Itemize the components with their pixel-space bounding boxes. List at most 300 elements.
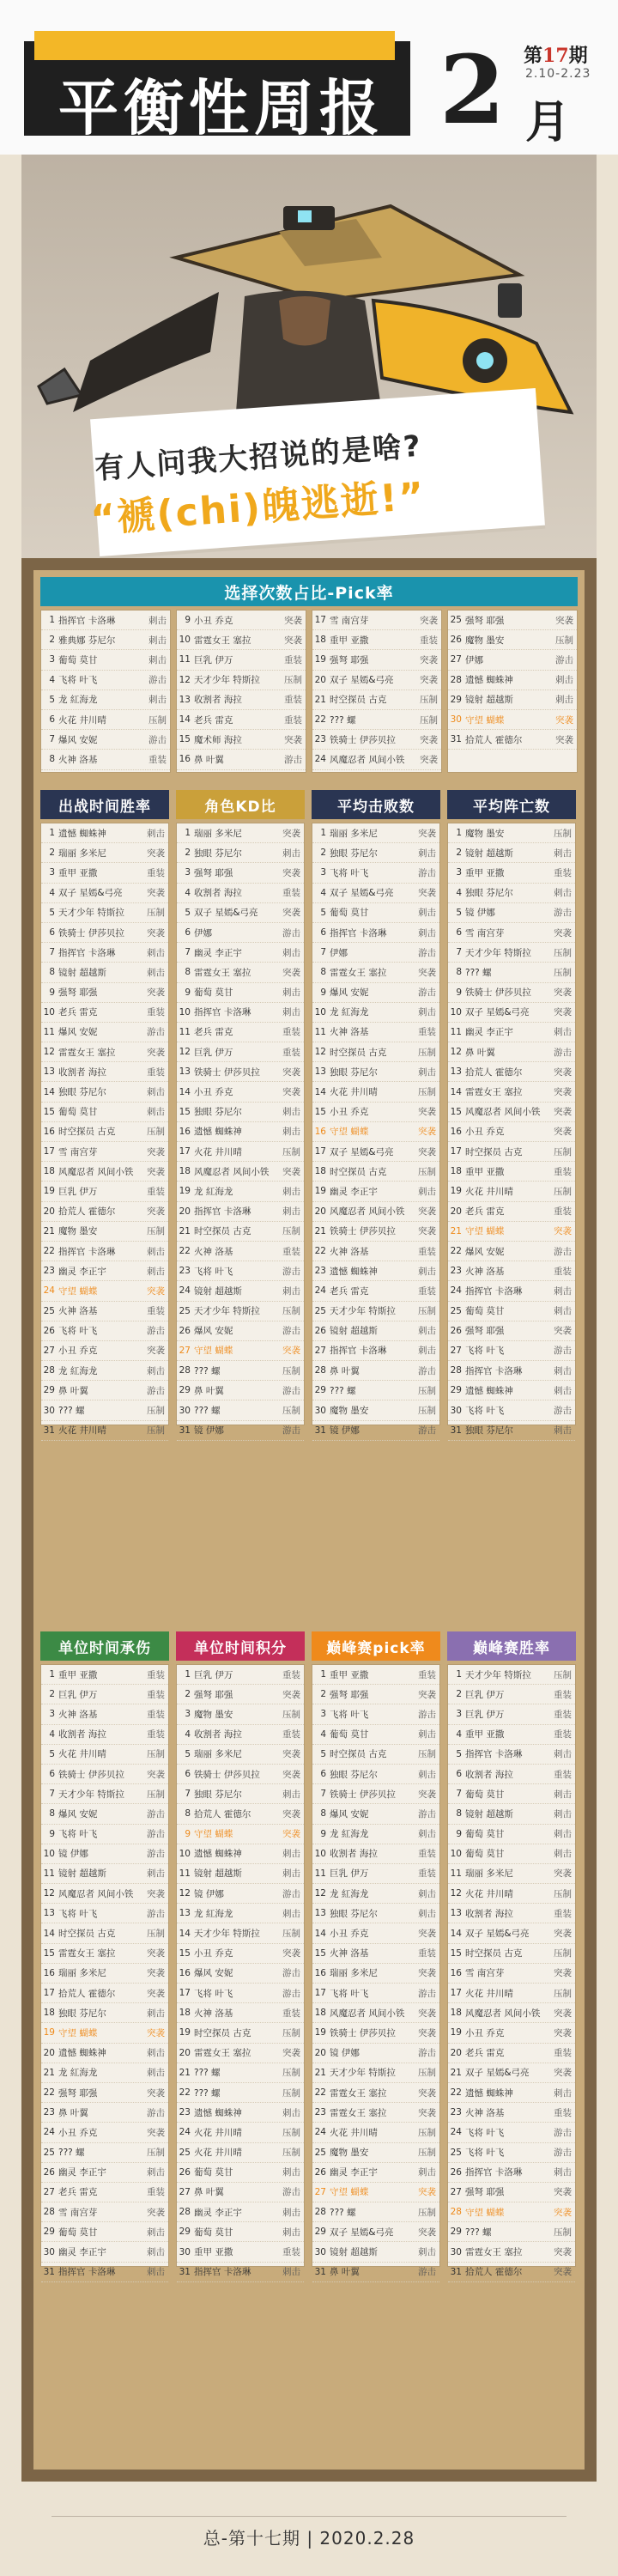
hero-name-cell: 雷霆女王 塞拉 [58,1948,116,1959]
hero-name-cell: 重甲 亚撒 [465,867,505,878]
rank-cell: 27 [450,2186,462,2197]
rank-cell: 2 [185,1689,191,1700]
table-row [312,730,441,750]
hero-name-cell: 指挥官 卡洛琳 [330,1346,387,1357]
rank-cell: 5 [185,1748,191,1759]
hero-name-cell: 魔物 墨安 [465,828,505,839]
rank-cell: 2 [320,1689,326,1700]
table-row [312,671,441,690]
table-row [448,2242,575,2262]
hero-name-cell: 龙 紅海龙 [330,1829,369,1840]
role-cell: 刺击 [282,1186,300,1197]
hero-name-cell: 小丑 乔克 [194,1087,233,1098]
hero-name-cell: 葡萄 莫甘 [330,1729,369,1741]
table-row [448,2023,575,2043]
table-row [177,1062,304,1082]
role-cell: 压制 [147,1226,165,1237]
role-cell: 突袭 [420,654,438,665]
avg-deaths-column [447,823,576,1437]
hero-name-cell: 遗憾 蜘蛛神 [465,675,513,686]
table-row [312,2003,439,2023]
role-cell: 突袭 [418,828,436,839]
role-cell: 刺击 [147,1087,165,1098]
peak-pick-panel [312,1631,440,2456]
rank-cell: 4 [49,1728,55,1740]
role-cell: 压制 [418,1047,436,1058]
hero-name-cell: 巨乳 伊万 [58,1689,98,1700]
hero-name-cell: 小丑 乔克 [330,1107,369,1118]
rank-cell: 20 [314,1206,326,1217]
table-row [177,1122,304,1142]
role-cell: 重装 [420,635,438,646]
table-row [41,2003,168,2023]
hero-name-cell: 镜射 超越斯 [465,1808,513,1820]
rank-cell: 15 [179,734,191,745]
rank-cell: 23 [43,2107,55,2118]
rank-cell: 12 [43,1888,55,1899]
hero-name-cell: 风魔忍者 风间小铁 [465,2008,541,2019]
hero-name-cell: 时空探员 古克 [330,695,387,706]
role-cell: 突袭 [282,1769,300,1780]
role-cell: 游击 [554,2127,572,2138]
role-cell: 压制 [418,2068,436,2079]
rank-cell: 24 [314,1285,326,1297]
rank-cell: 29 [450,1385,462,1396]
table-row [312,1784,439,1804]
hero-name-cell: 收割者 海拉 [465,1769,513,1780]
table-row [177,1281,304,1301]
role-cell: 突袭 [418,1929,436,1940]
rank-cell: 13 [179,694,191,705]
hero-name-cell: 强弩 耶强 [465,2187,505,2198]
role-cell: 重装 [147,1306,165,1317]
hero-name-cell: 小丑 乔克 [465,2027,505,2038]
hero-name-cell: 火神 洛基 [330,1246,369,1257]
role-cell: 游击 [418,1808,436,1820]
table-row [448,1242,575,1261]
hero-name-cell: 火神 洛基 [194,1246,233,1257]
hero-name-cell: 瑞丽 多米尼 [58,848,106,859]
rank-cell: 16 [450,1126,462,1137]
table-row [312,1082,439,1102]
rank-cell: 28 [43,1365,55,1376]
rank-cell: 22 [43,2087,55,2099]
rank-cell: 23 [314,1266,326,1277]
hero-name-cell: 葡萄 莫甘 [330,908,369,919]
role-cell: 重装 [147,867,165,878]
role-cell: 刺击 [554,1385,572,1396]
role-cell: 突袭 [554,2207,572,2218]
table-row [448,1003,575,1023]
role-cell: 刺击 [282,2167,300,2178]
table-row [312,884,439,903]
table-row [312,2143,439,2163]
rank-cell: 26 [314,2166,326,2178]
role-cell: 突袭 [554,1087,572,1098]
table-row [448,943,575,963]
rank-cell: 14 [43,1928,55,1939]
table-row [312,1162,439,1182]
rank-cell: 4 [320,887,326,898]
role-cell: 突袭 [147,927,165,939]
hero-name-cell: 指挥官 卡洛琳 [58,947,116,958]
hero-name-cell: 双子 星嫣&弓亮 [465,1007,530,1018]
table-row [41,1003,168,1023]
pick-rate-title: 选择次数占比-Pick率 [40,577,578,606]
rank-cell: 24 [43,1285,55,1297]
hero-name-cell: 巨乳 伊万 [58,1186,98,1197]
rank-cell: 21 [450,1225,462,1236]
rank-cell: 20 [179,2047,191,2058]
hero-name-cell: 雷霆女王 塞拉 [330,967,387,978]
table-row [177,1825,304,1844]
table-row [41,903,168,923]
role-cell: 刺击 [418,908,436,919]
hero-name-cell: 火花 井川晴 [330,1087,378,1098]
table-row [448,1103,575,1122]
hero-name-cell: 时空探员 古克 [194,2027,251,2038]
rank-cell: 9 [320,987,326,998]
rank-cell: 18 [43,2008,55,2019]
rank-cell: 26 [179,1325,191,1336]
rank-cell: 26 [314,1325,326,1336]
role-cell: 突袭 [554,1226,572,1237]
hero-name-cell: 指挥官 卡洛琳 [465,1749,523,1760]
rank-cell: 24 [179,1285,191,1297]
role-cell: 刺击 [147,2247,165,2258]
hero-name-cell: 指挥官 卡洛琳 [465,1285,523,1297]
table-row [177,1784,304,1804]
avg-deaths-title: 平均阵亡数 [447,790,576,819]
table-row [312,1023,439,1042]
table-row [312,2023,439,2043]
table-row [312,1302,439,1321]
peak-win-panel [447,1631,576,2456]
rank-cell: 22 [314,1246,326,1257]
table-row [448,923,575,943]
hero-name-cell: 火花 井川晴 [58,714,106,726]
rank-cell: 13 [314,1066,326,1078]
footer-divider [52,2516,566,2517]
rank-cell: 25 [314,1305,326,1316]
issue-number: 17 [542,45,569,67]
table-row [448,1864,575,1884]
table-row [177,1003,304,1023]
table-row [177,1765,304,1784]
hero-name-cell: 飞将 叶飞 [58,1829,98,1840]
rank-cell: 31 [314,2266,326,2277]
table-row [312,1804,439,1824]
rank-cell: 11 [43,1868,55,1879]
damage-taken-title: 单位时间承伤 [40,1631,169,1661]
rank-cell: 8 [49,754,55,765]
role-cell: 突袭 [282,1689,300,1700]
hero-name-cell: 幽灵 李正宇 [330,2167,378,2178]
avg-deaths-panel [447,790,576,1614]
hero-name-cell: 龙 紅海龙 [330,1007,369,1018]
table-row [448,710,577,730]
table-row [448,823,575,843]
hero-name-cell: 飞将 叶飞 [330,1988,369,1999]
role-cell: 压制 [282,2087,300,2099]
hero-name-cell: 收割者 海拉 [194,695,242,706]
role-cell: 游击 [418,1425,436,1437]
table-row [41,2242,168,2262]
table-row [41,1062,168,1082]
rank-cell: 27 [179,1345,191,1356]
table-row [448,2083,575,2103]
role-cell: 刺击 [554,1749,572,1760]
role-cell: 突袭 [282,908,300,919]
hero-name-cell: 指挥官 卡洛琳 [194,1007,251,1018]
rank-cell: 4 [185,887,191,898]
hero-name-cell: 双子 星嫣&弓亮 [465,2068,530,2079]
role-cell: 刺击 [554,2167,572,2178]
hero-name-cell: 镜 伊娜 [194,1425,224,1437]
hero-name-cell: 鼻 叶翼 [194,2187,224,2198]
role-cell: 突袭 [554,2187,572,2198]
table-row [448,690,577,710]
table-row [448,1944,575,1964]
role-cell: 重装 [147,1007,165,1018]
hero-name-cell: 伊娜 [194,927,212,939]
rank-cell: 31 [450,1425,462,1436]
table-row [177,2044,304,2063]
hero-name-cell: 火神 洛基 [465,1266,505,1277]
hero-name-cell: ??? 螺 [330,714,356,726]
hero-name-cell: 龙 紅海龙 [330,1888,369,1899]
table-row [312,2202,439,2222]
role-cell: 刺击 [147,1246,165,1257]
rank-cell: 19 [450,1186,462,1197]
pick-rate-panel [40,577,578,775]
role-cell: 刺击 [282,1285,300,1297]
hero-name-cell: 爆风 安妮 [194,1326,233,1337]
hero-name-cell: 瑞丽 多米尼 [194,1749,242,1760]
hero-name-cell: 拾荒人 霍德尔 [58,1206,116,1218]
role-cell: 刺击 [418,1729,436,1741]
table-row [41,1381,168,1400]
hero-name-cell: 飞将 叶飞 [465,2127,505,2138]
role-cell: 突袭 [420,734,438,745]
hero-name-cell: 镜射 超越斯 [465,695,513,706]
hero-name-cell: 雷霆女王 塞拉 [465,2247,523,2258]
table-row [448,1904,575,1923]
rank-cell: 14 [450,1928,462,1939]
rank-cell: 22 [314,2087,326,2099]
hero-name-cell: 守望 蝴蝶 [330,2187,369,2198]
hero-name-cell: 爆风 安妮 [330,987,369,999]
role-cell: 重装 [282,888,300,899]
hero-name-cell: 鼻 叶翼 [465,1047,495,1058]
hero-name-cell: 指挥官 卡洛琳 [330,927,387,939]
table-row [312,2242,439,2262]
hero-name-cell: 重甲 亚撒 [194,2247,233,2258]
rank-cell: 4 [456,887,462,898]
table-row [448,1844,575,1864]
rank-cell: 25 [179,2147,191,2158]
rank-cell: 8 [456,967,462,978]
table-row [448,1381,575,1400]
role-cell: 游击 [147,1385,165,1396]
role-cell: 重装 [282,2247,300,2258]
table-row [448,1182,575,1201]
role-cell: 刺击 [282,947,300,958]
table-row [177,2123,304,2142]
role-cell: 刺击 [147,2068,165,2079]
hero-name-cell: 强弩 耶强 [465,615,505,626]
role-cell: 突袭 [147,848,165,859]
table-row [448,630,577,650]
rank-cell: 24 [43,2127,55,2138]
rank-cell: 24 [314,754,326,765]
role-cell: 刺击 [147,1868,165,1880]
hero-name-cell: 时空探员 古克 [465,1146,523,1157]
role-cell: 突袭 [147,1166,165,1177]
rank-cell: 29 [314,1385,326,1396]
role-cell: 游击 [282,927,300,939]
hero-name-cell: 瑞丽 多米尼 [465,1868,513,1880]
hero-name-cell: 遗憾 蜘蛛神 [58,828,106,839]
table-row [41,1142,168,1162]
table-row [448,1884,575,1904]
table-row [312,1421,439,1441]
hero-name-cell: 老兵 雷克 [194,1027,233,1038]
table-row [41,1923,168,1943]
rank-cell: 8 [49,967,55,978]
role-cell: 压制 [554,1888,572,1899]
role-cell: 突袭 [554,1868,572,1880]
hero-name-cell: 守望 蝴蝶 [194,1346,233,1357]
hero-name-cell: 魔物 墨安 [194,1709,233,1720]
role-cell: 游击 [282,1425,300,1437]
table-row [41,2083,168,2103]
main-title: 平衡性周报 [58,73,385,143]
hero-name-cell: 铁骑士 伊莎贝拉 [465,987,531,999]
date-range: 2.10-2.23 [525,67,591,81]
hero-name-cell: 铁骑士 伊莎贝拉 [330,734,396,745]
rank-cell: 27 [450,1345,462,1356]
speech-line-1: 有人问我大招说的是啥? [94,428,423,487]
hero-name-cell: 独眼 芬尼尔 [194,1107,242,1118]
table-row [312,2083,439,2103]
rank-cell: 19 [450,2027,462,2038]
table-row [312,1361,439,1381]
role-cell: 游击 [282,1988,300,1999]
hero-name-cell: 遗憾 蜘蛛神 [194,1127,242,1138]
table-row [312,843,439,863]
hero-name-cell: 收割者 海拉 [58,1729,106,1741]
table-row [41,2143,168,2163]
table-row [448,2222,575,2242]
role-cell: 重装 [418,1849,436,1860]
table-row [41,963,168,982]
table-row [448,1765,575,1784]
avg-kills-column [312,823,440,1437]
role-cell: 刺击 [418,848,436,859]
role-cell: 压制 [148,714,167,726]
table-row [41,884,168,903]
rank-cell: 23 [314,734,326,745]
hero-name-cell: 守望 蝴蝶 [194,1829,233,1840]
hero-name-cell: 伊娜 [465,654,483,665]
rank-cell: 1 [49,1669,55,1680]
hero-name-cell: 老兵 雷克 [465,1206,505,1218]
role-cell: 压制 [282,1365,300,1376]
role-cell: 突袭 [418,1127,436,1138]
rank-cell: 12 [450,1047,462,1058]
role-cell: 游击 [418,1988,436,1999]
rank-cell: 30 [450,714,462,726]
hero-name-cell: 老兵 雷克 [194,714,233,726]
hero-name-cell: 龙 紅海龙 [58,695,98,706]
table-row [312,1400,439,1420]
rank-cell: 1 [49,615,55,626]
hero-name-cell: 爆风 安妮 [58,734,98,745]
role-cell: 突袭 [420,675,438,686]
table-row [177,1162,304,1182]
table-row [177,1665,304,1685]
hero-name-cell: 飞将 叶飞 [330,1709,369,1720]
role-cell: 突袭 [147,1988,165,1999]
table-row [448,2103,575,2123]
table-row [177,923,304,943]
role-cell: 游击 [418,947,436,958]
hero-name-cell: 遗憾 蜘蛛神 [465,1385,513,1396]
role-cell: 游击 [418,1709,436,1720]
hero-name-cell: 遗憾 蜘蛛神 [194,1849,242,1860]
role-cell: 刺击 [282,987,300,999]
role-cell: 压制 [282,1929,300,1940]
table-row [177,2103,304,2123]
role-cell: 突袭 [554,2267,572,2278]
hero-name-cell: 葡萄 莫甘 [465,1849,505,1860]
hero-name-cell: 铁骑士 伊莎贝拉 [58,1769,124,1780]
role-cell: 突袭 [418,2227,436,2238]
table-row [312,1222,439,1242]
table-row [312,2044,439,2063]
table-row [41,1202,168,1222]
hero-name-cell: 火神 洛基 [330,1027,369,1038]
role-cell: 突袭 [554,1107,572,1118]
rank-cell: 29 [450,694,462,705]
rank-cell: 11 [179,1026,191,1037]
hero-name-cell: 守望 蝴蝶 [330,1127,369,1138]
table-row [448,1421,575,1441]
rank-cell: 22 [43,1246,55,1257]
hero-name-cell: 老兵 雷克 [465,2048,505,2059]
hero-name-cell: 火神 洛基 [58,1306,98,1317]
hero-name-cell: 拾荒人 霍德尔 [465,1066,523,1078]
rank-cell: 23 [43,1266,55,1277]
hero-name-cell: 双子 星嫣&弓亮 [465,1929,530,1940]
hero-name-cell: 巨乳 伊万 [465,1689,505,1700]
role-cell: 游击 [555,654,573,665]
hero-name-cell: 龙 紅海龙 [58,1365,98,1376]
pick-rate-column [40,610,171,773]
table-row [448,1665,575,1685]
hero-name-cell: 守望 蝴蝶 [465,1226,505,1237]
rank-cell: 18 [314,635,326,646]
rank-cell: 17 [179,1988,191,1999]
hero-name-cell: 拾荒人 霍德尔 [465,734,523,745]
rank-cell: 6 [185,927,191,939]
table-row [41,1765,168,1784]
table-row [312,1825,439,1844]
table-row [177,1182,304,1201]
rank-cell: 26 [450,2166,462,2178]
table-row [312,1042,439,1062]
